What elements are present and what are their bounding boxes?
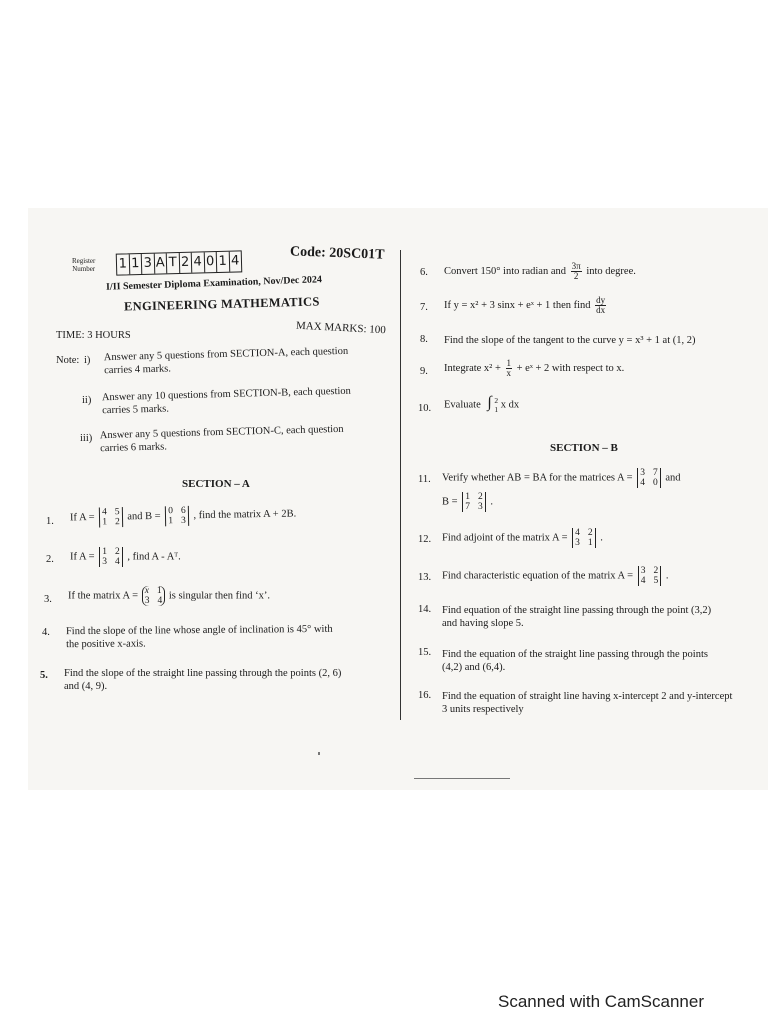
register-digit: 4 bbox=[192, 252, 205, 272]
question-text: Integrate x² + bbox=[444, 362, 501, 374]
register-digit: 0 bbox=[204, 252, 217, 272]
question-text: , find the matrix A + 2B. bbox=[193, 508, 297, 522]
question-text: Verify whether AB = BA for the matrices A = bbox=[442, 472, 633, 484]
camscanner-watermark: Scanned with CamScanner bbox=[498, 992, 705, 1011]
question-text: and having slope 5. bbox=[442, 618, 524, 629]
question-text: the positive x-axis. bbox=[66, 638, 146, 651]
question-text: B = bbox=[442, 496, 458, 508]
question-11 bbox=[442, 468, 681, 488]
question-text: and bbox=[665, 472, 681, 484]
question-6 bbox=[444, 262, 636, 281]
note-line: carries 4 marks. bbox=[104, 363, 172, 377]
question-3 bbox=[68, 586, 270, 606]
question-number: 15. bbox=[418, 647, 432, 658]
question-text: into degree. bbox=[586, 265, 636, 277]
question-13 bbox=[442, 566, 668, 586]
register-digit: A bbox=[154, 253, 167, 273]
time-allowed: TIME: 3 HOURS bbox=[56, 330, 131, 341]
question-number: 8. bbox=[420, 334, 428, 345]
register-digit: 4 bbox=[230, 253, 240, 269]
question-text: If A = bbox=[70, 551, 95, 563]
question-11-matrix-b bbox=[442, 492, 493, 512]
matrix-a: 4 2 3 1 bbox=[572, 528, 596, 548]
question-text: Find the slope of the straight line passing through the points (2, 6) bbox=[64, 668, 342, 679]
note-line: carries 5 marks. bbox=[102, 403, 170, 417]
question-number: 13. bbox=[418, 572, 432, 583]
question-number: 1. bbox=[46, 516, 54, 527]
integral-sign: ∫ bbox=[487, 394, 492, 412]
question-7 bbox=[444, 296, 608, 315]
question-number: 4. bbox=[42, 627, 50, 638]
question-5 bbox=[64, 667, 341, 693]
fraction: $\frac{dy}{dx}$ bbox=[596, 295, 606, 315]
register-number-label bbox=[72, 257, 95, 273]
question-number: 3. bbox=[44, 594, 52, 605]
column-divider bbox=[400, 250, 401, 720]
question-number: 2. bbox=[46, 554, 54, 565]
question-text: . bbox=[600, 532, 603, 544]
question-10 bbox=[444, 396, 519, 414]
question-text: Convert 150° into radian and bbox=[444, 265, 567, 277]
note-label: Note: bbox=[56, 355, 80, 366]
section-a-heading: SECTION – A bbox=[182, 478, 250, 490]
note-item-num: ii) bbox=[82, 395, 92, 406]
question-number: 5. bbox=[40, 670, 48, 681]
register-label-line2: Number bbox=[72, 265, 96, 273]
question-text: is singular then find ‘x’. bbox=[168, 590, 271, 602]
register-digit: 3 bbox=[142, 254, 155, 274]
question-8: Find the slope of the tangent to the curve y = x³ + 1 at (1, 2) bbox=[444, 335, 696, 346]
matrix-b: 0 6 1 3 bbox=[165, 506, 189, 526]
register-label-line1: Register bbox=[72, 257, 96, 265]
question-number: 12. bbox=[418, 534, 432, 545]
question-text: + eˣ + 2 with respect to x. bbox=[516, 362, 625, 374]
register-digit: 1 bbox=[117, 254, 130, 274]
question-4 bbox=[66, 623, 333, 651]
matrix-a: x 1 3 4 bbox=[144, 586, 163, 606]
question-number: 16. bbox=[418, 690, 432, 701]
question-text: x dx bbox=[500, 399, 520, 411]
question-number: 14. bbox=[418, 604, 432, 615]
note-item-num: iii) bbox=[80, 433, 93, 444]
question-16 bbox=[442, 690, 732, 716]
question-9 bbox=[444, 359, 624, 378]
question-text: and B = bbox=[127, 510, 161, 523]
question-text: Find the equation of straight line having x-intercept 2 and y-intercept bbox=[442, 691, 733, 702]
question-text: Find equation of the straight line passing through the point (3,2) bbox=[442, 605, 712, 616]
max-marks: MAX MARKS: 100 bbox=[295, 319, 387, 337]
register-digit: T bbox=[167, 253, 180, 273]
question-text: If y = x² + 3 sinx + eˣ + 1 then find bbox=[444, 299, 591, 311]
fraction: $\frac{3\pi}{2}$ bbox=[571, 261, 581, 281]
question-text: Find characteristic equation of the matrix A = bbox=[442, 570, 634, 582]
integral-limits: 2 1 bbox=[494, 396, 499, 414]
question-text: If A = bbox=[69, 511, 95, 524]
question-1 bbox=[70, 504, 297, 528]
question-number: 11. bbox=[418, 474, 431, 485]
question-14 bbox=[442, 604, 711, 630]
register-digit: 1 bbox=[217, 252, 230, 272]
question-15 bbox=[442, 648, 708, 674]
matrix-a: 4 5 1 2 bbox=[99, 507, 123, 527]
question-text: , find A - Aᵀ. bbox=[127, 551, 181, 563]
register-digit: 1 bbox=[129, 254, 142, 274]
question-text: . bbox=[665, 570, 669, 582]
note-item-num: i) bbox=[84, 355, 91, 366]
note-line: carries 6 marks. bbox=[100, 441, 168, 455]
question-text: 3 units respectively bbox=[442, 704, 524, 715]
question-text: If the matrix A = bbox=[68, 590, 139, 602]
question-text: Find the slope of the line whose angle of inclination is 45° with bbox=[65, 623, 333, 638]
matrix-a: 1 2 3 4 bbox=[99, 547, 123, 567]
question-number: 10. bbox=[418, 403, 432, 414]
paper-code: Code: 20SC01T bbox=[289, 244, 385, 263]
exam-title: I/II Semester Diploma Examination, Nov/Dec 2024 bbox=[105, 274, 323, 293]
note-line: Answer any 5 questions from SECTION-A, each question bbox=[103, 345, 349, 364]
question-text: . bbox=[490, 496, 493, 508]
question-text: Evaluate bbox=[444, 399, 481, 411]
question-number: 7. bbox=[420, 302, 428, 313]
fraction: $\frac{1}{x}$ bbox=[506, 358, 512, 378]
subject-title: ENGINEERING MATHEMATICS bbox=[123, 294, 320, 314]
question-number: 9. bbox=[420, 366, 428, 377]
question-text: Find the equation of the straight line passing through the points bbox=[442, 649, 708, 660]
matrix-a: 3 7 4 0 bbox=[637, 468, 661, 488]
scan-artifact-line bbox=[414, 778, 510, 779]
question-12 bbox=[442, 528, 603, 548]
section-b-heading: SECTION – B bbox=[550, 442, 618, 454]
scan-artifact-dot bbox=[318, 752, 320, 755]
matrix-a: 3 2 4 5 bbox=[638, 566, 662, 586]
question-2 bbox=[70, 547, 181, 567]
matrix-b: 1 2 7 3 bbox=[462, 492, 486, 512]
question-text: and (4, 9). bbox=[64, 681, 108, 692]
question-text: (4,2) and (6,4). bbox=[442, 662, 506, 673]
register-number-boxes bbox=[116, 250, 243, 275]
note-line: Answer any 10 questions from SECTION-B, each question bbox=[101, 385, 351, 404]
question-number: 6. bbox=[420, 267, 428, 278]
question-text: Find adjoint of the matrix A = bbox=[442, 532, 568, 544]
register-digit: 2 bbox=[179, 253, 192, 273]
note-line: Answer any 5 questions from SECTION-C, each question bbox=[99, 423, 344, 442]
